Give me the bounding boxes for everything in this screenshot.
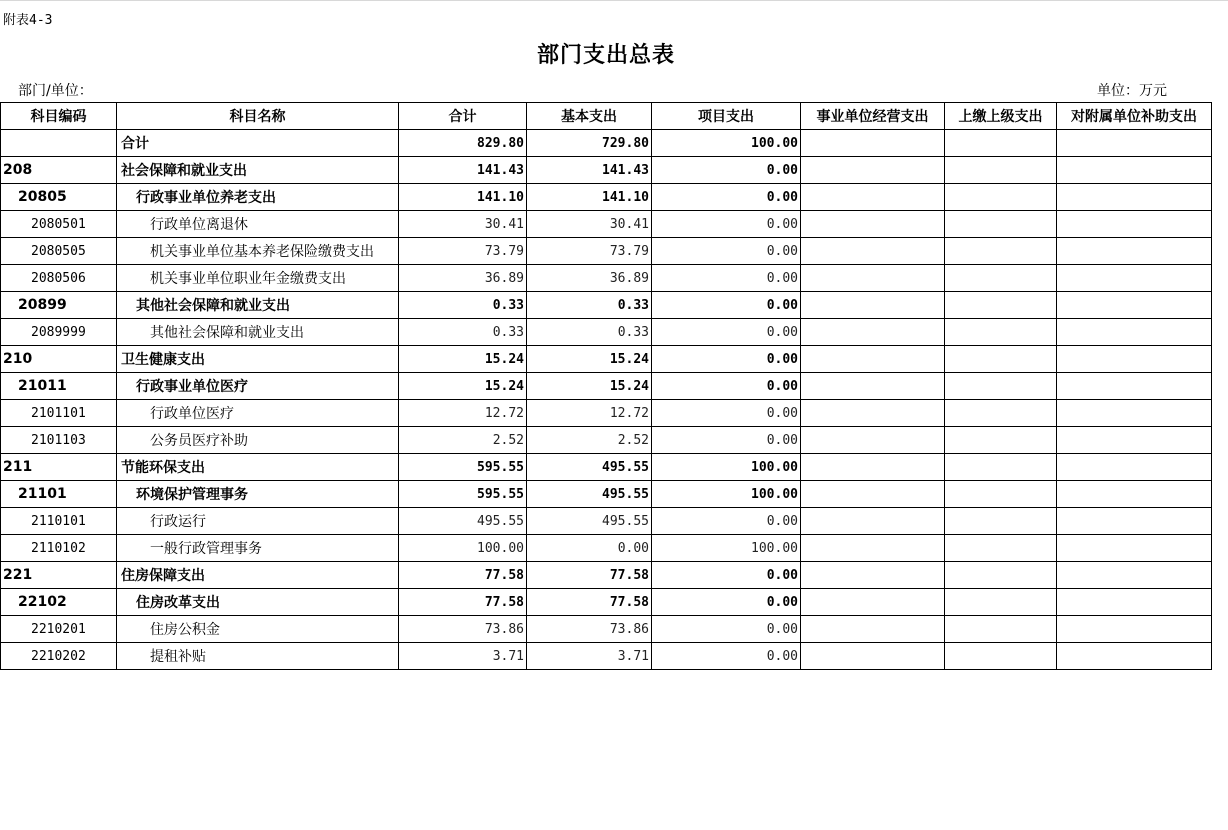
cell-project-expenditure[interactable]: 0.00	[652, 373, 801, 400]
cell-subject-code[interactable]: 21011	[1, 373, 117, 400]
cell-subject-name[interactable]: 行政单位离退休	[117, 211, 399, 238]
cell-operating-expenditure[interactable]	[801, 508, 945, 535]
cell-project-expenditure[interactable]: 0.00	[652, 643, 801, 670]
cell-affiliate-subsidy[interactable]	[1057, 643, 1212, 670]
cell-subject-name[interactable]: 提租补贴	[117, 643, 399, 670]
cell-total[interactable]: 0.33	[399, 292, 527, 319]
cell-subject-name[interactable]: 其他社会保障和就业支出	[117, 319, 399, 346]
cell-subject-name[interactable]: 合计	[117, 130, 399, 157]
cell-subject-name[interactable]: 公务员医疗补助	[117, 427, 399, 454]
cell-project-expenditure[interactable]: 0.00	[652, 562, 801, 589]
cell-operating-expenditure[interactable]	[801, 238, 945, 265]
cell-operating-expenditure[interactable]	[801, 454, 945, 481]
cell-basic-expenditure[interactable]: 15.24	[527, 373, 652, 400]
cell-affiliate-subsidy[interactable]	[1057, 481, 1212, 508]
cell-affiliate-subsidy[interactable]	[1057, 319, 1212, 346]
cell-project-expenditure[interactable]: 0.00	[652, 346, 801, 373]
cell-affiliate-subsidy[interactable]	[1057, 373, 1212, 400]
table-header-row	[1, 103, 1212, 130]
table-row	[1, 427, 1212, 454]
cell-upper-remittance[interactable]	[945, 265, 1057, 292]
table-row	[1, 211, 1212, 238]
cell-project-expenditure[interactable]: 0.00	[652, 616, 801, 643]
cell-subject-code[interactable]: 21101	[1, 481, 117, 508]
header-subject-code[interactable]: 科目编码	[1, 103, 117, 130]
cell-upper-remittance[interactable]	[945, 589, 1057, 616]
cell-upper-remittance[interactable]	[945, 535, 1057, 562]
cell-total[interactable]: 15.24	[399, 373, 527, 400]
cell-affiliate-subsidy[interactable]	[1057, 454, 1212, 481]
cell-operating-expenditure[interactable]	[801, 184, 945, 211]
cell-total[interactable]: 12.72	[399, 400, 527, 427]
cell-basic-expenditure[interactable]: 141.10	[527, 184, 652, 211]
cell-affiliate-subsidy[interactable]	[1057, 292, 1212, 319]
cell-subject-name[interactable]: 机关事业单位基本养老保险缴费支出	[117, 238, 399, 265]
cell-subject-name[interactable]: 其他社会保障和就业支出	[117, 292, 399, 319]
cell-basic-expenditure[interactable]: 73.79	[527, 238, 652, 265]
cell-upper-remittance[interactable]	[945, 157, 1057, 184]
cell-operating-expenditure[interactable]	[801, 643, 945, 670]
table-row	[1, 319, 1212, 346]
cell-basic-expenditure[interactable]: 77.58	[527, 589, 652, 616]
cell-basic-expenditure[interactable]: 2.52	[527, 427, 652, 454]
cell-project-expenditure[interactable]: 0.00	[652, 265, 801, 292]
cell-upper-remittance[interactable]	[945, 400, 1057, 427]
cell-subject-name[interactable]: 社会保障和就业支出	[117, 157, 399, 184]
cell-operating-expenditure[interactable]	[801, 346, 945, 373]
cell-project-expenditure[interactable]: 0.00	[652, 157, 801, 184]
cell-subject-name[interactable]: 一般行政管理事务	[117, 535, 399, 562]
table-row	[1, 562, 1212, 589]
cell-subject-name[interactable]: 住房保障支出	[117, 562, 399, 589]
cell-subject-name[interactable]: 行政运行	[117, 508, 399, 535]
cell-affiliate-subsidy[interactable]	[1057, 130, 1212, 157]
cell-basic-expenditure[interactable]: 15.24	[527, 346, 652, 373]
cell-total[interactable]: 73.86	[399, 616, 527, 643]
cell-total[interactable]: 0.33	[399, 319, 527, 346]
cell-subject-code[interactable]: 2089999	[1, 319, 117, 346]
cell-affiliate-subsidy[interactable]	[1057, 616, 1212, 643]
header-upper-remittance[interactable]: 上缴上级支出	[945, 103, 1057, 130]
cell-basic-expenditure[interactable]: 495.55	[527, 454, 652, 481]
cell-affiliate-subsidy[interactable]	[1057, 562, 1212, 589]
cell-total[interactable]: 595.55	[399, 481, 527, 508]
cell-project-expenditure[interactable]: 100.00	[652, 535, 801, 562]
cell-affiliate-subsidy[interactable]	[1057, 400, 1212, 427]
cell-basic-expenditure[interactable]: 495.55	[527, 508, 652, 535]
cell-affiliate-subsidy[interactable]	[1057, 157, 1212, 184]
cell-operating-expenditure[interactable]	[801, 130, 945, 157]
table-row	[1, 292, 1212, 319]
cell-subject-code[interactable]: 2080505	[1, 238, 117, 265]
cell-basic-expenditure[interactable]: 77.58	[527, 562, 652, 589]
cell-basic-expenditure[interactable]: 141.43	[527, 157, 652, 184]
cell-basic-expenditure[interactable]: 73.86	[527, 616, 652, 643]
cell-project-expenditure[interactable]: 0.00	[652, 238, 801, 265]
cell-affiliate-subsidy[interactable]	[1057, 589, 1212, 616]
cell-total[interactable]: 36.89	[399, 265, 527, 292]
header-affiliate-subsidy[interactable]: 对附属单位补助支出	[1057, 103, 1212, 130]
cell-operating-expenditure[interactable]	[801, 319, 945, 346]
cell-basic-expenditure[interactable]: 12.72	[527, 400, 652, 427]
table-row	[1, 184, 1212, 211]
cell-subject-name[interactable]: 行政事业单位医疗	[117, 373, 399, 400]
cell-subject-code[interactable]: 2110102	[1, 535, 117, 562]
cell-subject-code[interactable]: 2080501	[1, 211, 117, 238]
cell-total[interactable]: 2.52	[399, 427, 527, 454]
cell-upper-remittance[interactable]	[945, 373, 1057, 400]
cell-affiliate-subsidy[interactable]	[1057, 211, 1212, 238]
header-subject-name[interactable]: 科目名称	[117, 103, 399, 130]
cell-project-expenditure[interactable]: 100.00	[652, 130, 801, 157]
table-row	[1, 400, 1212, 427]
cell-basic-expenditure[interactable]: 30.41	[527, 211, 652, 238]
cell-subject-name[interactable]: 行政事业单位养老支出	[117, 184, 399, 211]
cell-operating-expenditure[interactable]	[801, 562, 945, 589]
cell-project-expenditure[interactable]: 100.00	[652, 454, 801, 481]
header-project-expenditure[interactable]: 项目支出	[652, 103, 801, 130]
cell-operating-expenditure[interactable]	[801, 589, 945, 616]
cell-affiliate-subsidy[interactable]	[1057, 346, 1212, 373]
cell-upper-remittance[interactable]	[945, 319, 1057, 346]
cell-subject-code[interactable]: 22102	[1, 589, 117, 616]
cell-upper-remittance[interactable]	[945, 238, 1057, 265]
cell-project-expenditure[interactable]: 0.00	[652, 184, 801, 211]
cell-total[interactable]: 77.58	[399, 589, 527, 616]
sheet-top-border	[0, 0, 1228, 1]
cell-operating-expenditure[interactable]	[801, 265, 945, 292]
cell-project-expenditure[interactable]: 100.00	[652, 481, 801, 508]
cell-total[interactable]: 30.41	[399, 211, 527, 238]
cell-subject-code[interactable]: 2101103	[1, 427, 117, 454]
table-row	[1, 481, 1212, 508]
table-row	[1, 454, 1212, 481]
cell-upper-remittance[interactable]	[945, 562, 1057, 589]
cell-total[interactable]: 3.71	[399, 643, 527, 670]
cell-total[interactable]: 141.43	[399, 157, 527, 184]
cell-total[interactable]: 141.10	[399, 184, 527, 211]
cell-total[interactable]: 100.00	[399, 535, 527, 562]
cell-subject-code[interactable]: 2210201	[1, 616, 117, 643]
cell-subject-name[interactable]: 卫生健康支出	[117, 346, 399, 373]
cell-upper-remittance[interactable]	[945, 427, 1057, 454]
cell-operating-expenditure[interactable]	[801, 400, 945, 427]
cell-subject-name[interactable]: 节能环保支出	[117, 454, 399, 481]
header-basic-expenditure[interactable]: 基本支出	[527, 103, 652, 130]
table-row	[1, 373, 1212, 400]
table-row	[1, 265, 1212, 292]
cell-subject-name[interactable]: 行政单位医疗	[117, 400, 399, 427]
table-row	[1, 643, 1212, 670]
cell-subject-name[interactable]: 住房改革支出	[117, 589, 399, 616]
table-row	[1, 157, 1212, 184]
cell-affiliate-subsidy[interactable]	[1057, 184, 1212, 211]
cell-total[interactable]: 495.55	[399, 508, 527, 535]
cell-project-expenditure[interactable]: 0.00	[652, 211, 801, 238]
cell-subject-code[interactable]: 208	[1, 157, 117, 184]
cell-affiliate-subsidy[interactable]	[1057, 265, 1212, 292]
table-row	[1, 346, 1212, 373]
cell-project-expenditure[interactable]: 0.00	[652, 427, 801, 454]
cell-affiliate-subsidy[interactable]	[1057, 508, 1212, 535]
cell-project-expenditure[interactable]: 0.00	[652, 292, 801, 319]
cell-affiliate-subsidy[interactable]	[1057, 238, 1212, 265]
header-operating-expenditure[interactable]: 事业单位经营支出	[801, 103, 945, 130]
table-row	[1, 130, 1212, 157]
cell-upper-remittance[interactable]	[945, 481, 1057, 508]
expenditure-table	[0, 102, 1212, 670]
cell-subject-code[interactable]: 210	[1, 346, 117, 373]
cell-total[interactable]: 77.58	[399, 562, 527, 589]
cell-operating-expenditure[interactable]	[801, 211, 945, 238]
cell-subject-name[interactable]: 住房公积金	[117, 616, 399, 643]
table-row	[1, 589, 1212, 616]
cell-subject-name[interactable]: 环境保护管理事务	[117, 481, 399, 508]
cell-project-expenditure[interactable]: 0.00	[652, 400, 801, 427]
cell-operating-expenditure[interactable]	[801, 481, 945, 508]
department-label: 部门/单位：	[18, 83, 93, 99]
cell-operating-expenditure[interactable]	[801, 157, 945, 184]
cell-basic-expenditure[interactable]: 3.71	[527, 643, 652, 670]
cell-project-expenditure[interactable]: 0.00	[652, 589, 801, 616]
cell-upper-remittance[interactable]	[945, 184, 1057, 211]
cell-upper-remittance[interactable]	[945, 508, 1057, 535]
cell-subject-code[interactable]: 2080506	[1, 265, 117, 292]
cell-subject-code[interactable]: 20899	[1, 292, 117, 319]
cell-upper-remittance[interactable]	[945, 454, 1057, 481]
cell-upper-remittance[interactable]	[945, 130, 1057, 157]
cell-upper-remittance[interactable]	[945, 346, 1057, 373]
cell-total[interactable]: 595.55	[399, 454, 527, 481]
cell-operating-expenditure[interactable]	[801, 535, 945, 562]
cell-basic-expenditure[interactable]: 0.33	[527, 319, 652, 346]
page-title: 部门支出总表	[536, 43, 675, 68]
cell-total[interactable]: 829.80	[399, 130, 527, 157]
cell-subject-code[interactable]: 221	[1, 562, 117, 589]
cell-subject-code[interactable]: 2101101	[1, 400, 117, 427]
cell-project-expenditure[interactable]: 0.00	[652, 508, 801, 535]
cell-operating-expenditure[interactable]	[801, 373, 945, 400]
cell-subject-code[interactable]: 2110101	[1, 508, 117, 535]
cell-affiliate-subsidy[interactable]	[1057, 427, 1212, 454]
header-total[interactable]: 合计	[399, 103, 527, 130]
table-row	[1, 238, 1212, 265]
table-row	[1, 508, 1212, 535]
cell-subject-code[interactable]: 211	[1, 454, 117, 481]
cell-subject-name[interactable]: 机关事业单位职业年金缴费支出	[117, 265, 399, 292]
cell-basic-expenditure[interactable]: 495.55	[527, 481, 652, 508]
cell-project-expenditure[interactable]: 0.00	[652, 319, 801, 346]
cell-affiliate-subsidy[interactable]	[1057, 535, 1212, 562]
cell-operating-expenditure[interactable]	[801, 292, 945, 319]
cell-total[interactable]: 73.79	[399, 238, 527, 265]
cell-subject-code[interactable]	[1, 130, 117, 157]
cell-basic-expenditure[interactable]: 36.89	[527, 265, 652, 292]
cell-upper-remittance[interactable]	[945, 616, 1057, 643]
cell-basic-expenditure[interactable]: 729.80	[527, 130, 652, 157]
annex-label: 附表4-3	[3, 13, 53, 28]
cell-subject-code[interactable]: 20805	[1, 184, 117, 211]
cell-subject-code[interactable]: 2210202	[1, 643, 117, 670]
cell-operating-expenditure[interactable]	[801, 427, 945, 454]
table-row	[1, 535, 1212, 562]
cell-upper-remittance[interactable]	[945, 643, 1057, 670]
cell-basic-expenditure[interactable]: 0.33	[527, 292, 652, 319]
cell-operating-expenditure[interactable]	[801, 616, 945, 643]
table-row	[1, 616, 1212, 643]
cell-basic-expenditure[interactable]: 0.00	[527, 535, 652, 562]
cell-upper-remittance[interactable]	[945, 211, 1057, 238]
unit-label: 单位：万元	[1097, 83, 1167, 99]
cell-upper-remittance[interactable]	[945, 292, 1057, 319]
cell-total[interactable]: 15.24	[399, 346, 527, 373]
